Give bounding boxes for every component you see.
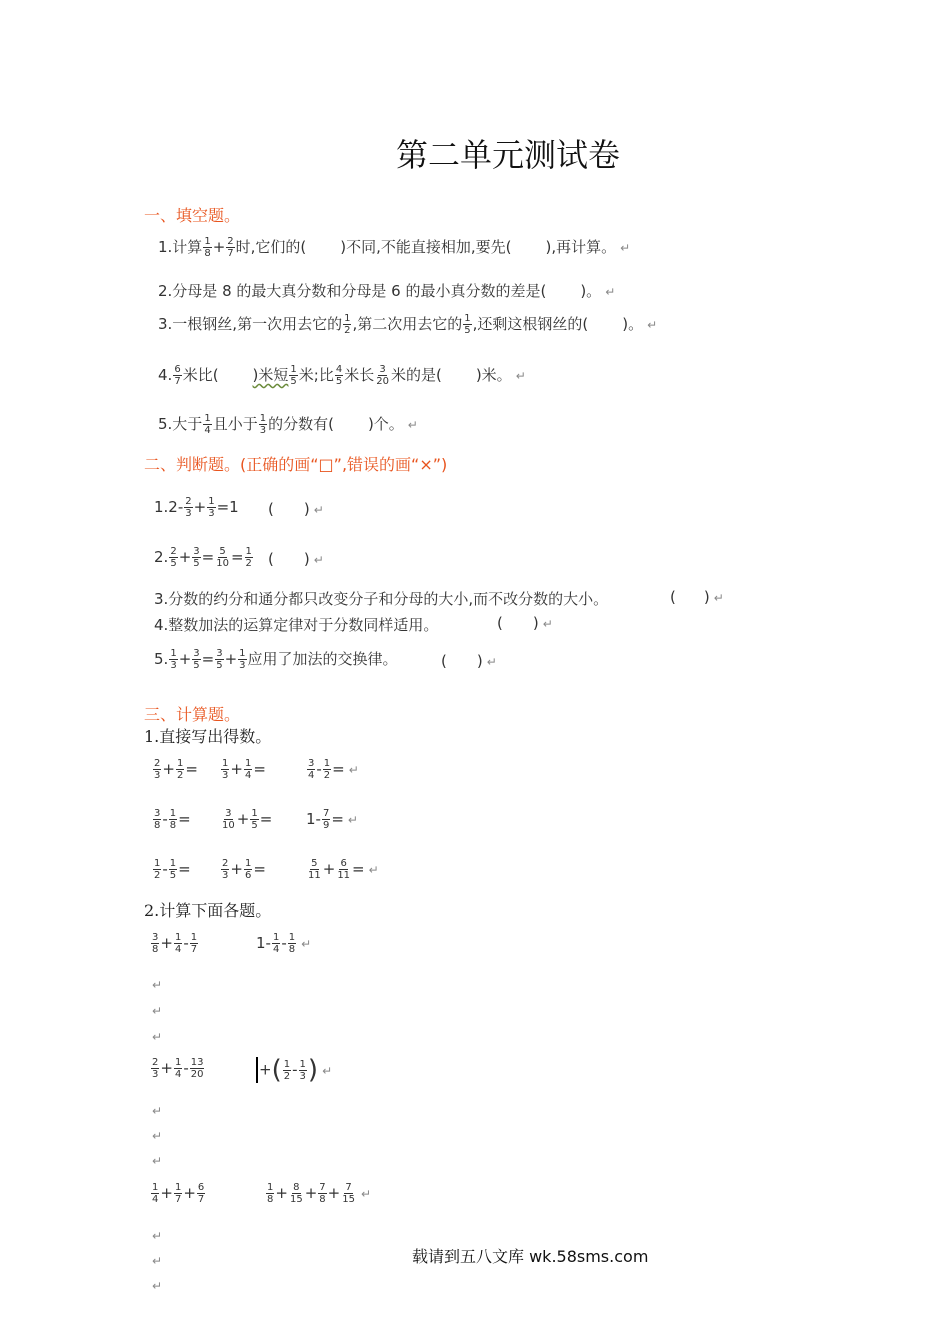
judge-answer-box-2[interactable]: ( ) ↵ bbox=[268, 550, 324, 568]
calc-problem: $\frac{1}{8}$ + $\frac{8}{15}$ + $\frac{7}{8}$ + $\frac{7}{15}$ ↵ bbox=[267, 1182, 372, 1205]
judge-question-1: 1.2- $\frac{2}{3}$ + $\frac{1}{3}$ =1 bbox=[154, 496, 239, 519]
fraction: $\frac{1}{2}$ bbox=[245, 546, 252, 569]
return-mark-icon: ↵ bbox=[152, 1279, 163, 1293]
fraction: $\frac{2}{3}$ bbox=[185, 496, 192, 519]
return-mark-icon: ↵ bbox=[152, 1129, 163, 1143]
fraction: $\frac{2}{5}$ bbox=[170, 546, 177, 569]
fraction: $\frac{3}{5}$ bbox=[216, 648, 223, 671]
cursor-bar bbox=[256, 1057, 258, 1083]
fraction: $\frac{3}{20}$ bbox=[376, 364, 389, 387]
footer-watermark: 载请到五八文库 wk.58sms.com bbox=[412, 1247, 649, 1266]
judge-question-3: 3.分数的约分和通分都只改变分子和分母的大小,而不改分数的大小。 bbox=[154, 590, 609, 608]
judge-answer-box-4[interactable]: ( ) ↵ bbox=[497, 614, 553, 632]
direct-calc-item: $\frac{3}{4}$ - $\frac{1}{2}$ = ↵ bbox=[308, 758, 359, 781]
return-mark-icon: ↵ bbox=[152, 1030, 163, 1044]
fraction: $\frac{1}{3}$ bbox=[208, 496, 215, 519]
fraction: $\frac{1}{8}$ bbox=[204, 236, 211, 259]
fill-question-5: 5.大于 $\frac{1}{4}$ 且小于 $\frac{1}{3}$ 的分数有( )个。 ↵ bbox=[158, 413, 418, 436]
calc-problem: 1- $\frac{1}{4}$ - $\frac{1}{8}$ ↵ bbox=[256, 932, 312, 955]
calc-problem: $\frac{1}{4}$ + $\frac{1}{7}$ + $\frac{6}{7}$ bbox=[152, 1182, 205, 1205]
direct-calc-item: $\frac{1}{3}$ + $\frac{1}{4}$ = bbox=[222, 758, 266, 781]
return-mark-icon: ↵ bbox=[605, 285, 616, 299]
calc-problem: $\frac{2}{3}$ + $\frac{1}{4}$ - $\frac{13}{20}$ bbox=[152, 1057, 204, 1080]
return-mark-icon: ↵ bbox=[407, 418, 418, 432]
direct-calc-item: $\frac{1}{2}$ - $\frac{1}{5}$ = bbox=[154, 858, 191, 881]
direct-calc-item: $\frac{3}{8}$ - $\frac{1}{8}$ = bbox=[154, 808, 191, 831]
return-mark-icon: ↵ bbox=[152, 1154, 163, 1168]
return-mark-icon: ↵ bbox=[713, 591, 724, 605]
judge-question-2: 2. $\frac{2}{5}$ + $\frac{3}{5}$ = $\frac{5}{10}$ = $\frac{1}{2}$ bbox=[154, 546, 252, 569]
fraction: $\frac{1}{3}$ bbox=[239, 648, 246, 671]
return-mark-icon: ↵ bbox=[647, 318, 658, 332]
return-mark-icon: ↵ bbox=[486, 655, 497, 669]
fraction: $\frac{1}{3}$ bbox=[170, 648, 177, 671]
fraction: $\frac{2}{7}$ bbox=[227, 236, 234, 259]
fraction: $\frac{1}{5}$ bbox=[290, 364, 297, 387]
return-mark-icon: ↵ bbox=[152, 1104, 163, 1118]
return-mark-icon: ↵ bbox=[152, 978, 163, 992]
judge-answer-box-1[interactable]: ( ) ↵ bbox=[268, 500, 324, 518]
fill-question-2: 2.分母是 8 的最大真分数和分母是 6 的最小真分数的差是( )。 ↵ bbox=[158, 282, 616, 300]
return-mark-icon: ↵ bbox=[152, 1229, 163, 1243]
fill-question-3: 3.一根钢丝,第一次用去它的 $\frac{1}{2}$ ,第二次用去它的 $\frac{1}{5}$ ,还剩这根钢丝的( )。 ↵ bbox=[158, 313, 658, 336]
fraction: $\frac{3}{5}$ bbox=[193, 648, 200, 671]
judge-answer-box-5[interactable]: ( ) ↵ bbox=[441, 652, 497, 670]
fraction: $\frac{1}{4}$ bbox=[204, 413, 211, 436]
fill-question-1: 1.计算 $\frac{1}{8}$ + $\frac{2}{7}$ 时,它们的( )不同,不能直接相加,要先( ),再计算。 ↵ bbox=[158, 236, 631, 259]
return-mark-icon: ↵ bbox=[152, 1004, 163, 1018]
fraction: $\frac{6}{7}$ bbox=[174, 364, 181, 387]
calc-problem: $\frac{3}{8}$ + $\frac{1}{4}$ - $\frac{1}{7}$ bbox=[152, 932, 198, 955]
fraction: $\frac{1}{2}$ bbox=[344, 313, 351, 336]
fill-question-4: 4. $\frac{6}{7}$ 米比( )米短 $\frac{1}{5}$ 米;比 $\frac{4}{5}$ 米长 $\frac{3}{20}$ 米的是( )米。 ↵ bbox=[158, 364, 526, 387]
return-mark-icon: ↵ bbox=[620, 241, 631, 255]
page-title: 第二单元测试卷 bbox=[395, 136, 620, 174]
return-mark-icon: ↵ bbox=[152, 1254, 163, 1268]
direct-calc-item: $\frac{2}{3}$ + $\frac{1}{2}$ = bbox=[154, 758, 198, 781]
calc-subheading-1: 1.直接写出得数。 bbox=[144, 727, 272, 746]
direct-calc-item: $\frac{3}{10}$ + $\frac{1}{5}$ = bbox=[222, 808, 273, 831]
calc-subheading-2: 2.计算下面各题。 bbox=[144, 901, 272, 920]
fraction: $\frac{4}{5}$ bbox=[335, 364, 343, 387]
judge-question-5: 5. $\frac{1}{3}$ + $\frac{3}{5}$ = $\frac{3}{5}$ + $\frac{1}{3}$ 应用了加法的交换律。 bbox=[154, 648, 398, 671]
section-fill-heading: 一、填空题。 bbox=[144, 206, 241, 225]
fraction: $\frac{1}{5}$ bbox=[464, 313, 471, 336]
return-mark-icon: ↵ bbox=[542, 617, 553, 631]
return-mark-icon: ↵ bbox=[313, 553, 324, 567]
fraction: $\frac{3}{5}$ bbox=[193, 546, 200, 569]
section-calc-heading: 三、计算题。 bbox=[144, 705, 241, 724]
section-judge-heading: 二、判断题。(正确的画“□”,错误的画“×”) bbox=[144, 455, 448, 474]
direct-calc-item: $\frac{5}{11}$ + $\frac{6}{11}$ = ↵ bbox=[308, 858, 379, 881]
judge-answer-box-3[interactable]: ( ) ↵ bbox=[670, 588, 724, 606]
judge-question-4: 4.整数加法的运算定律对于分数同样适用。 bbox=[154, 616, 439, 634]
direct-calc-item: 1- $\frac{7}{9}$ = ↵ bbox=[306, 808, 358, 831]
return-mark-icon: ↵ bbox=[515, 369, 526, 383]
fraction: $\frac{5}{10}$ bbox=[216, 546, 229, 569]
calc-problem: +( $\frac{1}{2}$ - $\frac{1}{3}$ ) ↵ bbox=[256, 1057, 332, 1083]
direct-calc-item: $\frac{2}{3}$ + $\frac{1}{6}$ = bbox=[222, 858, 266, 881]
fraction: $\frac{1}{3}$ bbox=[259, 413, 267, 436]
return-mark-icon: ↵ bbox=[313, 503, 324, 517]
